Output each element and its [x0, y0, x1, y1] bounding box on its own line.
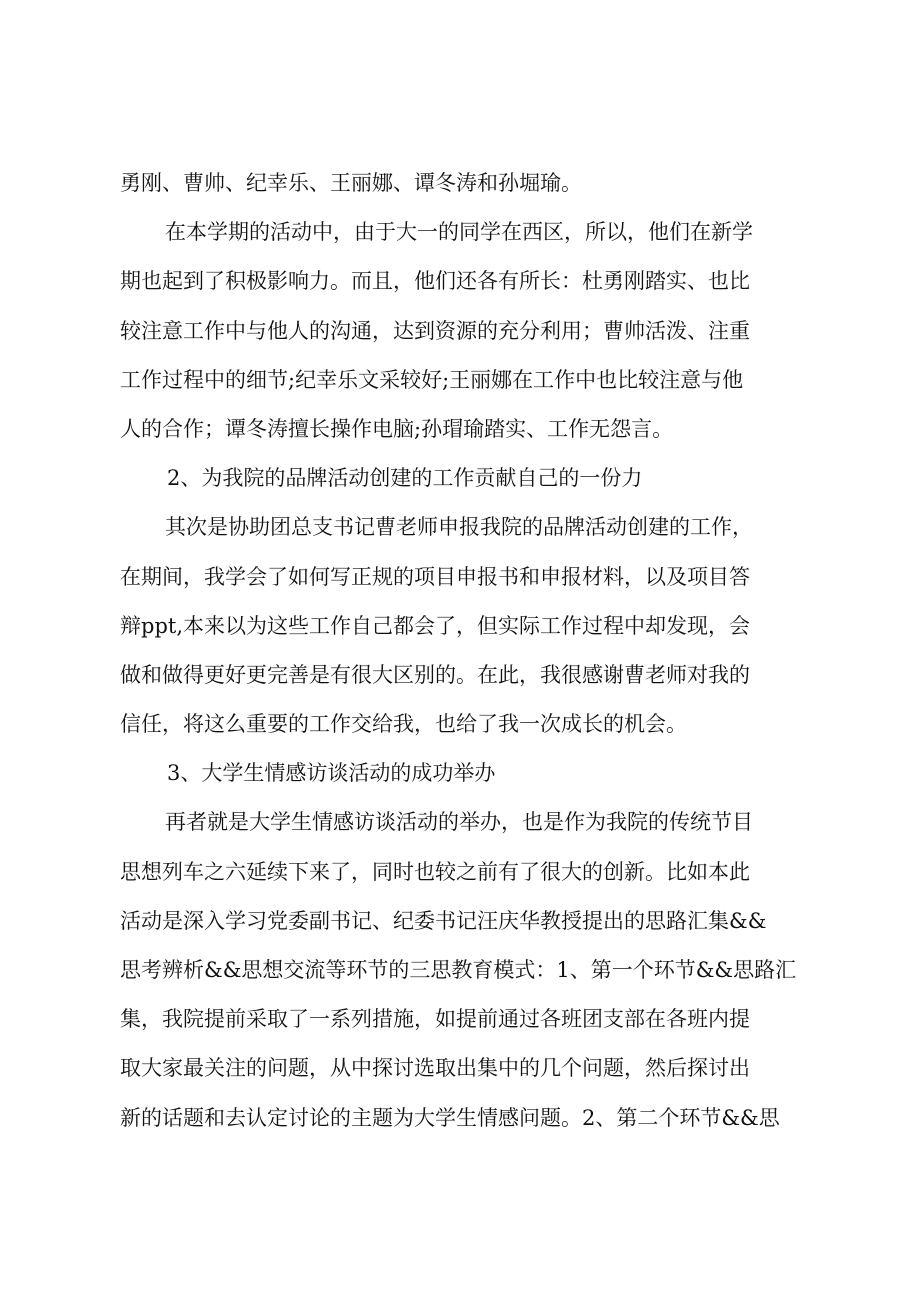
text-line: 勇刚、曹帅、纪幸乐、王丽娜、谭冬涛和孙堀瑜。: [120, 171, 582, 195]
paragraph-first-line: 其次是协助团总支书记曹老师申报我院的品牌活动创建的工作，: [165, 515, 753, 540]
text-line: 较注意工作中与他人的沟通，达到资源的充分利用；曹帅活泼、注重: [120, 318, 750, 343]
text-line: 思想列车之六延续下来了，同时也较之前有了很大的创新。比如本此: [120, 859, 750, 884]
text-line: 活动是深入学习党委副书记、纪委书记汪庆华教授提出的思路汇集&&: [120, 908, 767, 933]
text-line: 在期间，我学会了如何写正规的项目申报书和申报材料，以及项目答: [120, 564, 750, 589]
document-body: [120, 159, 820, 1143]
section-heading: 3、大学生情感访谈活动的成功举办: [167, 761, 496, 786]
text-line: 取大家最关注的问题，从中探讨选取出集中的几个问题，然后探讨出: [120, 1056, 750, 1081]
text-line: 信任，将这么重要的工作交给我，也给了我一次成长的机会。: [120, 712, 687, 737]
text-line: 辩ppt,本来以为这些工作自己都会了，但实际工作过程中却发现，会: [120, 613, 750, 638]
text-line: 工作过程中的细节;纪幸乐文采较好;王丽娜在工作中也比较注意与他: [120, 367, 744, 392]
text-line: 思考辨析&&思想交流等环节的三思教育模式：1、第一个环节&&思路汇: [120, 958, 797, 982]
text-line: 做和做得更好更完善是有很大区别的。在此，我很感谢曹老师对我的: [120, 662, 750, 687]
paragraph-first-line: 在本学期的活动中，由于大一的同学在西区，所以，他们在新学: [165, 220, 753, 245]
text-line: 人的合作；谭冬涛擅长操作电脑;孙瑁瑜踏实、工作无怨言。: [120, 416, 674, 441]
section-heading: 2、为我院的品牌活动创建的工作贡献自己的一份力: [167, 466, 643, 491]
text-line: 集，我院提前采取了一系列措施，如提前通过各班团支部在各班内提: [120, 1007, 750, 1032]
paragraph-first-line: 再者就是大学生情感访谈活动的举办，也是作为我院的传统节目: [165, 810, 753, 835]
text-line: 期也起到了积极影响力。而且，他们还各有所长：杜勇刚踏实、也比: [120, 269, 750, 294]
text-line: 新的话题和去认定讨论的主题为大学生情感问题。2、第二个环节&&思: [120, 1105, 780, 1130]
